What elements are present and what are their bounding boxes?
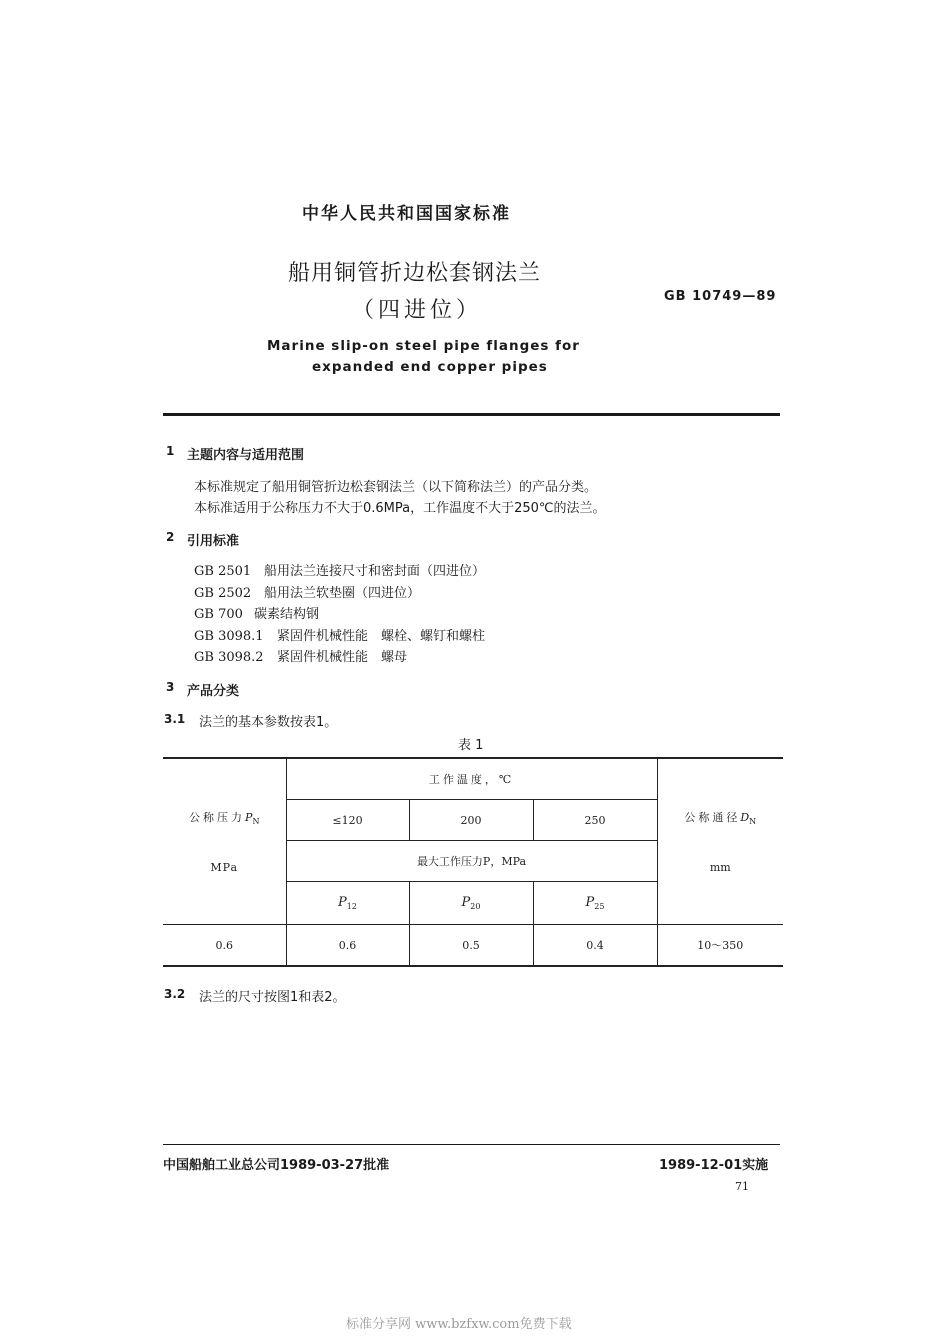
table-row-p25-value: 0.4: [533, 925, 657, 967]
reference-code: GB 3098.2: [194, 650, 264, 665]
reference-name: 紧固件机械性能 螺母: [277, 650, 408, 665]
reference-item: [194, 647, 485, 669]
reference-list: [194, 561, 485, 669]
reference-item: [194, 583, 485, 605]
document-subtitle: （四进位）: [352, 298, 483, 323]
english-title-line-2: expanded end copper pipes: [312, 359, 548, 375]
reference-name: 紧固件机械性能 螺栓、螺钉和螺柱: [277, 628, 486, 644]
section-3-title: 产品分类: [187, 684, 240, 699]
pressure-symbol-cell: $P_{12}$: [286, 882, 409, 925]
reference-item: [194, 626, 485, 648]
section-3-number: 3: [166, 680, 175, 694]
english-title-line-1: Marine slip-on steel pipe flanges for: [267, 338, 580, 354]
max-working-pressure-header: 最大工作压力P，MPa: [286, 841, 657, 882]
approval-text: 中国船舶工业总公司1989-03-27批准: [163, 1158, 390, 1173]
reference-name: 船用法兰软垫圈（四进位）: [264, 585, 421, 601]
table-row-dn-value: 10～350: [657, 925, 783, 967]
table-row-pn-value: 0.6: [163, 925, 286, 967]
reference-code: GB 700: [194, 607, 243, 622]
table-row-p20-value: 0.5: [409, 925, 533, 967]
section-3-2-number: 3.2: [164, 987, 186, 1001]
document-title: 船用铜管折边松套钢法兰: [288, 261, 542, 286]
reference-name: 船用法兰连接尺寸和密封面（四进位）: [264, 564, 486, 579]
effective-date-text: 1989-12-01实施: [659, 1158, 769, 1173]
national-standard-heading: 中华人民共和国国家标准: [302, 204, 511, 224]
section-3-1-text: 法兰的基本参数按表1。: [199, 715, 338, 730]
nominal-pressure-label: 公称压力: [189, 811, 246, 825]
parameter-table: [163, 757, 783, 967]
reference-code: GB 2501: [194, 564, 252, 579]
working-temperature-header: 工作温度，℃: [286, 758, 657, 800]
section-2-number: 2: [166, 530, 175, 544]
watermark-text: 标准分享网 www.bzfxw.com免费下载: [346, 1317, 572, 1332]
nominal-diameter-subscript: N: [749, 817, 757, 827]
nominal-diameter-header: [657, 758, 783, 925]
section-1-paragraph-1: 本标准规定了船用铜管折边松套钢法兰（以下简称法兰）的产品分类。: [194, 480, 598, 495]
nominal-diameter-label: 公称通径: [684, 811, 741, 825]
nominal-pressure-header: [163, 758, 286, 925]
nominal-pressure-unit: MPa: [210, 860, 239, 874]
page-number: 71: [735, 1180, 749, 1193]
reference-item: [194, 604, 485, 626]
temperature-cell: ≤120: [286, 800, 409, 841]
reference-name: 碳素结构钢: [254, 607, 320, 622]
temperature-cell: 200: [409, 800, 533, 841]
temperature-cell: 250: [533, 800, 657, 841]
reference-code: GB 2502: [194, 585, 252, 601]
pressure-symbol-cell: $P_{20}$: [409, 882, 533, 925]
section-1-paragraph-2: 本标准适用于公称压力不大于0.6MPa，工作温度不大于250℃的法兰。: [194, 501, 606, 516]
reference-item: [194, 561, 485, 583]
nominal-diameter-symbol: D: [740, 811, 750, 825]
section-1-number: 1: [166, 444, 175, 458]
nominal-pressure-symbol: P: [245, 811, 253, 825]
header-divider: [163, 413, 780, 416]
pressure-symbol-cell: $P_{25}$: [533, 882, 657, 925]
standard-code: GB 10749—89: [664, 289, 777, 304]
section-3-1-number: 3.1: [164, 712, 186, 726]
table-caption: 表 1: [458, 738, 484, 753]
reference-code: GB 3098.1: [194, 628, 264, 644]
section-2-title: 引用标准: [187, 534, 240, 549]
nominal-diameter-unit: mm: [709, 860, 731, 874]
footer-divider: [163, 1144, 780, 1145]
section-1-title: 主题内容与适用范围: [187, 448, 305, 463]
nominal-pressure-subscript: N: [252, 817, 260, 827]
section-3-2-text: 法兰的尺寸按图1和表2。: [199, 990, 346, 1005]
table-row-p12-value: 0.6: [286, 925, 409, 967]
